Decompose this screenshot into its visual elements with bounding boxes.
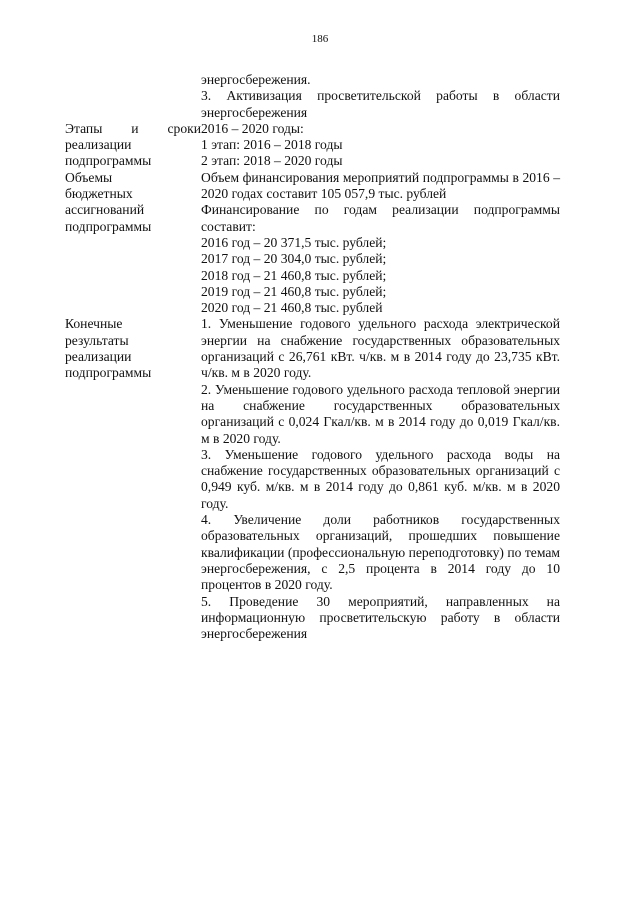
label-line: ассигнований xyxy=(65,202,145,218)
row-value xyxy=(201,316,560,642)
paragraph: Финансирование по годам реализации подпрограммы составит: xyxy=(201,202,560,234)
row-results xyxy=(65,316,560,642)
label-line: подпрограммы xyxy=(65,365,152,381)
label-line: бюджетных xyxy=(65,186,133,202)
row-value xyxy=(201,72,560,121)
paragraph: 2020 год – 21 460,8 тыс. рублей xyxy=(201,300,383,316)
label-line: подпрограммы xyxy=(65,218,152,234)
row-value xyxy=(201,121,560,170)
paragraph: Объем финансирования мероприятий подпрограммы в 2016 – 2020 годах составит 105 057,9 тыс. рублей xyxy=(201,169,560,202)
row-stages xyxy=(65,121,560,170)
paragraph: 2. Уменьшение годового удельного расхода тепловой энергии на снабжение государственных образовательных организаций с 0,024 Гкал/кв. м в 2014 году до 0,019 Гкал/кв. м в 2020 году. xyxy=(201,381,560,446)
paragraph: 4. Увеличение доли работников государственных образовательных организаций, прошедших повышение квалификации (профессиональную переподготовку) по темам энергосбережения, с 2,5 процента в 2014 году до 10 процентов в 2020 году. xyxy=(201,512,560,593)
paragraph: 2016 – 2020 годы: xyxy=(201,120,304,136)
passport-table xyxy=(65,72,560,642)
paragraph: 1 этап: 2016 – 2018 годы xyxy=(201,137,343,153)
paragraph: 2017 год – 20 304,0 тыс. рублей; xyxy=(201,251,387,267)
label-line: Этапы и сроки xyxy=(65,120,201,136)
label-line: подпрограммы xyxy=(65,153,152,169)
label-line: результаты xyxy=(65,332,129,348)
paragraph: 3. Уменьшение годового удельного расхода воды на снабжение государственных образовательных организаций с 0,949 куб. м/кв. м в 2014 году до 0,861 куб. м/кв. м в 2020 году. xyxy=(201,446,560,511)
paragraph: 2 этап: 2018 – 2020 годы xyxy=(201,153,343,169)
row-label xyxy=(65,170,201,235)
paragraph: 5. Проведение 30 мероприятий, направленных на информационную просветительскую работу в области энергосбережения xyxy=(201,593,560,642)
row-label xyxy=(65,316,201,381)
row-continuation xyxy=(65,72,560,121)
paragraph: 3. Активизация просветительской работы в области энергосбережения xyxy=(201,88,560,120)
label-line: реализации xyxy=(65,349,132,365)
page-number: 186 xyxy=(311,33,329,45)
row-financing xyxy=(65,170,560,317)
label-line: реализации xyxy=(65,137,132,153)
paragraph: 2019 год – 21 460,8 тыс. рублей; xyxy=(201,283,387,299)
paragraph: 2016 год – 20 371,5 тыс. рублей; xyxy=(201,234,387,250)
label-line: Конечные xyxy=(65,316,123,332)
label-line: Объемы xyxy=(65,169,113,185)
row-label xyxy=(65,121,201,170)
paragraph: 2018 год – 21 460,8 тыс. рублей; xyxy=(201,267,387,283)
paragraph: 1. Уменьшение годового удельного расхода электрической энергии на снабжение государственных образовательных организаций с 26,761 кВт. ч/кв. м в 2014 году до 23,735 кВт. ч/кв. м в 2020 году. xyxy=(201,316,560,381)
paragraph: энергосбережения. xyxy=(201,72,311,87)
row-value xyxy=(201,170,560,317)
